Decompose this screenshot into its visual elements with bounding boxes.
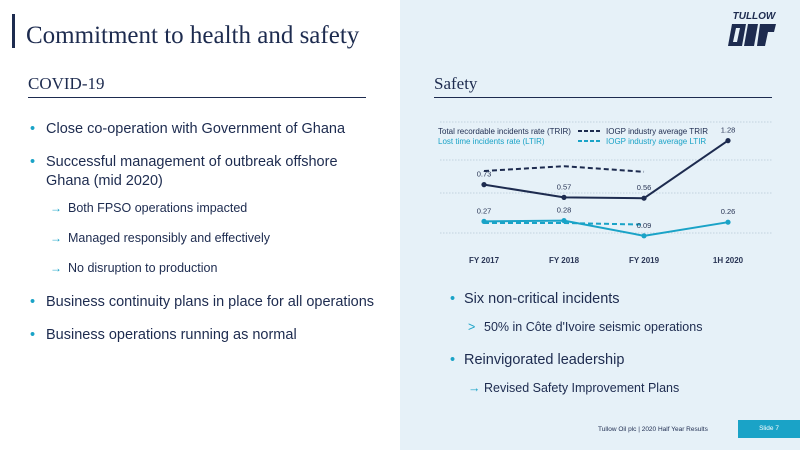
bullet-item xyxy=(30,153,380,191)
sub-bullet-text: Managed responsibly and effectively xyxy=(68,231,270,245)
chart-x-ticks xyxy=(469,256,744,265)
sub-bullet-item xyxy=(30,259,380,277)
x-tick-label: FY 2019 xyxy=(628,256,660,265)
bullet-text: Six non-critical incidents xyxy=(464,291,620,307)
sub-bullet-item xyxy=(450,318,780,336)
sub-bullet-text: Both FPSO operations impacted xyxy=(68,201,248,215)
legend-entry: IOGP industry average TRIR xyxy=(606,127,708,136)
bullet-item xyxy=(450,290,780,309)
legend-entry: IOGP industry average LTIR xyxy=(606,137,707,146)
safety-section-rule xyxy=(434,97,772,98)
sub-bullet-item xyxy=(450,379,780,397)
slide-number-badge: Slide 7 xyxy=(738,420,800,438)
data-point xyxy=(641,196,646,201)
data-label: 0.56 xyxy=(636,183,652,193)
data-point xyxy=(725,138,730,143)
bullet-dot-icon: • xyxy=(30,294,36,310)
data-label: 0.09 xyxy=(636,220,652,230)
bullet-item xyxy=(30,293,380,312)
sub-bullet-text: Revised Safety Improvement Plans xyxy=(484,381,680,395)
x-tick-label: FY 2017 xyxy=(468,256,500,265)
arrow-right-icon: → xyxy=(50,201,62,215)
sub-bullet-text: 50% in Côte d'Ivoire seismic operations xyxy=(484,320,703,334)
bullet-dot-icon: • xyxy=(30,154,36,170)
tullow-logo xyxy=(724,6,784,52)
data-point xyxy=(725,220,730,225)
sub-bullet-text: No disruption to production xyxy=(68,261,218,275)
bullet-text: Business continuity plans in place for all operations xyxy=(46,294,375,310)
data-point xyxy=(641,233,646,238)
safety-section-title: Safety xyxy=(434,74,478,93)
data-point xyxy=(481,182,486,187)
bullet-text: Successful management of outbreak offshore Ghana (mid 2020) xyxy=(46,154,338,189)
page-title: Commitment to health and safety xyxy=(26,22,360,49)
data-label: 0.26 xyxy=(720,207,736,217)
legend-entry: Total recordable incidents rate (TRIR) xyxy=(438,127,571,136)
bullet-item xyxy=(30,120,380,139)
data-point xyxy=(561,195,566,200)
bullet-dot-icon: • xyxy=(30,327,36,343)
series-line xyxy=(484,223,644,225)
bullet-dot-icon: • xyxy=(450,352,456,368)
safety-bullet-list xyxy=(450,290,780,397)
data-label: 0.57 xyxy=(556,182,572,192)
arrow-right-icon: → xyxy=(50,261,62,275)
series-line xyxy=(484,166,644,172)
covid-bullet-list xyxy=(30,120,380,345)
data-label: 0.73 xyxy=(476,169,492,179)
sub-bullet-item xyxy=(30,199,380,217)
covid-section-rule xyxy=(28,97,366,98)
data-label: 0.27 xyxy=(476,206,492,216)
covid-section-title: COVID-19 xyxy=(28,74,105,93)
logo-wordmark: TULLOW xyxy=(732,11,776,22)
chevron-right-icon: > xyxy=(468,320,476,334)
footer-text: Tullow Oil plc | 2020 Half Year Results xyxy=(598,426,708,433)
bullet-text: Business operations running as normal xyxy=(46,327,297,343)
data-label: 1.28 xyxy=(720,125,736,135)
chart-series xyxy=(481,138,730,238)
bullet-dot-icon: • xyxy=(30,121,36,137)
sub-bullet-item xyxy=(30,229,380,247)
arrow-right-icon: → xyxy=(468,381,481,395)
x-tick-label: 1H 2020 xyxy=(712,256,744,265)
bullet-item xyxy=(30,326,380,345)
bullet-item xyxy=(450,351,780,370)
x-tick-label: FY 2018 xyxy=(548,256,580,265)
arrow-right-icon: → xyxy=(50,231,62,245)
bullet-dot-icon: • xyxy=(450,291,456,307)
bullet-text: Reinvigorated leadership xyxy=(464,352,625,368)
chart-legend xyxy=(438,127,708,146)
data-label: 0.28 xyxy=(556,205,572,215)
bullet-text: Close co-operation with Government of Ghana xyxy=(46,121,346,137)
legend-entry: Lost time incidents rate (LTIR) xyxy=(438,137,545,146)
safety-chart xyxy=(410,115,780,275)
title-accent-bar xyxy=(12,14,15,48)
